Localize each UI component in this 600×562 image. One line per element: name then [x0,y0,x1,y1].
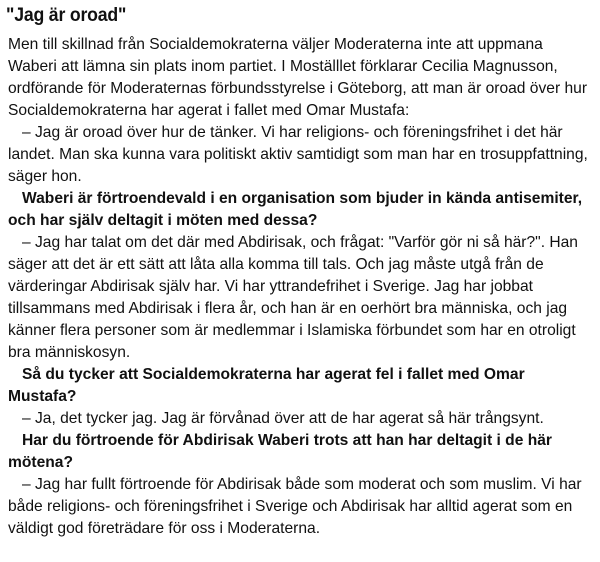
answer-paragraph: – Jag är oroad över hur de tänker. Vi har religions- och föreningsfrihet i det här landet. Man ska kunna vara politiskt aktiv samtidigt som man har en trosuppfattning, säger hon. [8,124,588,185]
question-paragraph: Waberi är förtroendevald i en organisation som bjuder in kända antisemiter, och har själv deltagit i möten med dessa? [8,190,583,229]
answer-paragraph: – Ja, det tycker jag. Jag är förvånad över att de har agerat så här trångsynt. [22,410,544,427]
question-paragraph: Har du förtroende för Abdirisak Waberi trots att han har deltagit i de här mötena? [8,432,552,471]
intro-paragraph: Men till skillnad från Socialdemokraterna väljer Moderaterna inte att uppmana Waberi att lämna sin plats inom partiet. I Moställlet förklarar Cecilia Magnusson, ordförande för Moderaternas förbundsstyrelse i Göteborg, att man är oroad över hur Socialdemokraterna har agerat i fallet med Omar Mustafa: [8,36,588,119]
question-paragraph: Så du tycker att Socialdemokraterna har agerat fel i fallet med Omar Mustafa? [8,366,525,405]
answer-paragraph: – Jag har fullt förtroende för Abdirisak både som moderat och som muslim. Vi har både religions- och föreningsfrihet i Sverige och Abdirisak har alltid agerat som en väldigt god företrädare för oss i Moderaterna. [8,476,582,537]
article-heading: "Jag är oroad" [6,5,127,26]
answer-paragraph: – Jag har talat om det där med Abdirisak, och frågat: "Varför gör ni så här?". Han säger att det är ett sätt att låta alla komma till tals. Och jag måste utgå från de värderingar Abdirisak själv har. Vi har yttrandefrihet i Sverige. Jag har jobbat tillsammans med Abdirisak i flera år, och han är en oerhört bra människa, och jag känner flera personer som är medlemmar i Islamiska förbundet som har en otroligt bra människosyn. [8,234,578,361]
